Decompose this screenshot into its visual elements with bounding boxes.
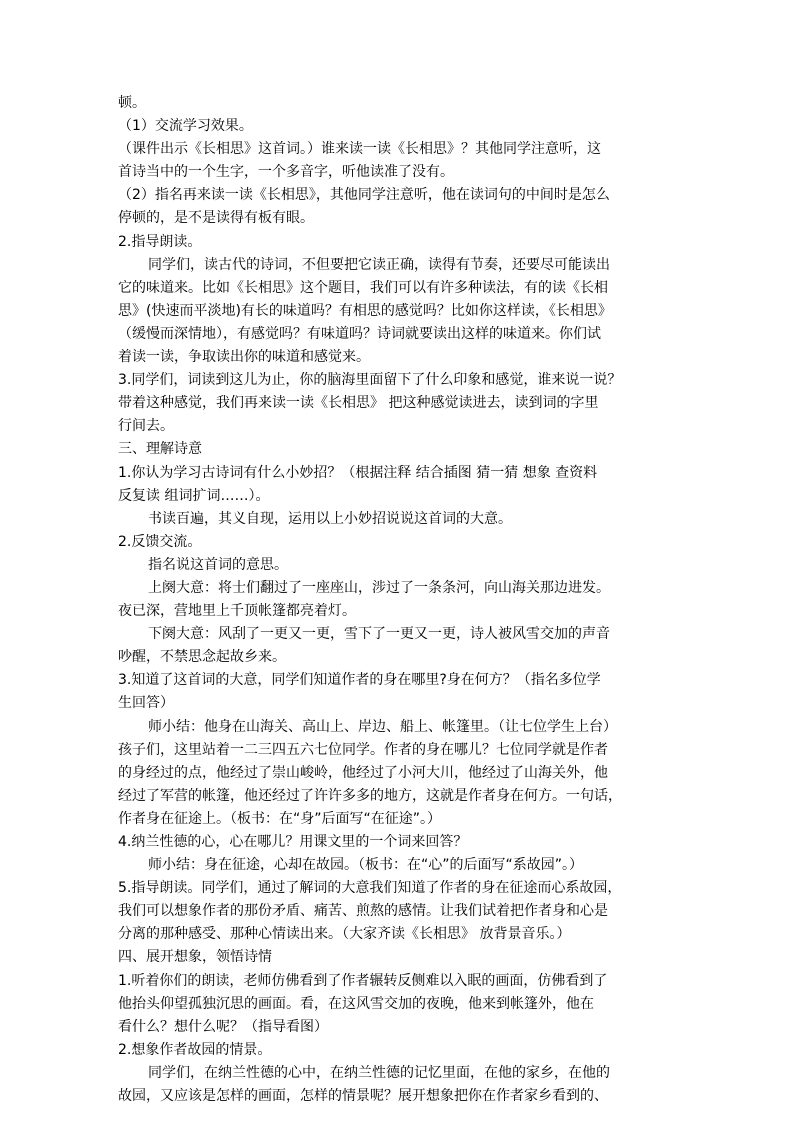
text-line: 行间去。: [118, 418, 174, 435]
text-line: 书读百遍，其义自现，运用以上小妙招说说这首词的大意。: [148, 510, 512, 527]
text-line: 作者身在征途上。（板书：在“身”后面写“在征途”。）: [118, 810, 442, 827]
text-line: 同学们，在纳兰性德的心中，在纳兰性德的记忆里面，在他的家乡，在他的: [148, 1064, 610, 1081]
text-line: 反复读 组词扩词……）。: [118, 487, 270, 504]
text-line: 我们可以想象作者的那份矛盾、痛苦、煎熬的感情。让我们试着把作者身和心是: [118, 903, 608, 920]
text-line: 思》(快速而平淡地)有长的味道吗？有相思的感觉吗？比如你这样读，《长相思》: [118, 302, 612, 319]
text-line: 他抬头仰望孤独沉思的画面。看，在这风雪交加的夜晚，他来到帐篷外，他在: [118, 995, 594, 1012]
text-line: 顿。: [118, 95, 146, 111]
text-line: 吵醒，不禁思念起故乡来。: [118, 649, 286, 666]
text-line: 同学们，读古代的诗词，不但要把它读正确，读得有节奏，还要尽可能读出: [148, 256, 610, 273]
text-line: 3.知道了这首词的大意，同学们知道作者的身在哪里?身在何方？（指名多位学: [118, 672, 601, 689]
text-line: （缓慢而深情地），有感觉吗？有味道吗？诗词就要读出这样的味道来。你们试: [118, 325, 601, 342]
text-line: 1.你认为学习古诗词有什么小妙招？（根据注释 结合插图 猜一猜 想象 查资料: [118, 464, 598, 481]
text-line: （2）指名再来读一读《长相思》，其他同学注意听，他在读词句的中间时是怎么: [118, 187, 610, 204]
text-line: 孩子们，这里站着一二三四五六七位同学。作者的身在哪儿？七位同学就是作者: [118, 741, 608, 758]
text-line: 它的味道来。比如《长相思》这个题目，我们可以有许多种读法，有的读《长相: [118, 279, 608, 296]
text-line: 上阕大意：将士们翻过了一座座山，涉过了一条条河，向山海关那边进发。: [148, 579, 610, 596]
text-line: 经过了军营的帐篷，他还经过了许许多多的地方，这就是作者身在何方。一句话，: [118, 787, 622, 804]
text-line: 三、理解诗意: [118, 441, 202, 458]
text-line: 夜已深，营地里上千顶帐篷都亮着灯。: [118, 603, 356, 620]
text-line: 分离的那种感受、那种心情读出来。（大家齐读《长相思》 放背景音乐。）: [118, 926, 571, 943]
text-line: 1.听着你们的朗读，老师仿佛看到了作者辗转反侧难以入眠的画面，仿佛看到了: [118, 972, 608, 989]
text-line: 的身经过的点，他经过了崇山峻岭，他经过了小河大川，他经过了山海关外，他: [118, 764, 608, 781]
text-line: 指名说这首词的意思。: [148, 556, 288, 573]
text-line: 停顿的，是不是读得有板有眼。: [118, 210, 314, 227]
text-line: 下阕大意：风刮了一更又一更，雪下了一更又一更，诗人被风雪交加的声音: [148, 626, 610, 643]
text-line: 3.同学们，词读到这儿为止，你的脑海里面留下了什么印象和感觉，谁来说一说？: [118, 372, 622, 389]
text-line: 首诗当中的一个生字，一个多音字，听他读准了没有。: [118, 164, 454, 181]
text-line: 生回答）: [118, 695, 174, 712]
text-line: 着读一读，争取读出你的味道和感觉来。: [118, 349, 370, 366]
text-line: 带着这种感觉，我们再来读一读《长相思》 把这种感觉读进去，读到词的字里: [118, 395, 599, 412]
text-line: 2.想象作者故园的情景。: [118, 1041, 272, 1058]
text-line: 看什么？想什么呢？（指导看图）: [118, 1018, 328, 1035]
text-line: 故园，又应该是怎样的画面，怎样的情景呢？展开想象把你在作者家乡看到的、: [118, 1088, 608, 1105]
text-line: 师小结：他身在山海关、高山上、岸边、船上、帐篷里。（让七位学生上台）: [148, 718, 617, 735]
document-body: [118, 92, 676, 1108]
text-line: 4.纳兰性德的心，心在哪儿？用课文里的一个词来回答？: [118, 834, 468, 850]
text-line: 师小结：身在征途，心却在故园。（板书：在“心”的后面写“系故园”。）: [148, 857, 584, 874]
text-line: 2.反馈交流。: [118, 533, 202, 550]
text-line: （课件出示《长相思》这首词。）谁来读一读《长相思》？其他同学注意听，这: [118, 141, 601, 158]
text-line: 四、展开想象，领悟诗情: [118, 949, 272, 966]
text-line: 2.指导朗读。: [118, 233, 202, 250]
text-line: 5.指导朗读。同学们，通过了解词的大意我们知道了作者的身在征途而心系故园，: [118, 880, 622, 897]
text-line: （1）交流学习效果。: [118, 118, 253, 135]
